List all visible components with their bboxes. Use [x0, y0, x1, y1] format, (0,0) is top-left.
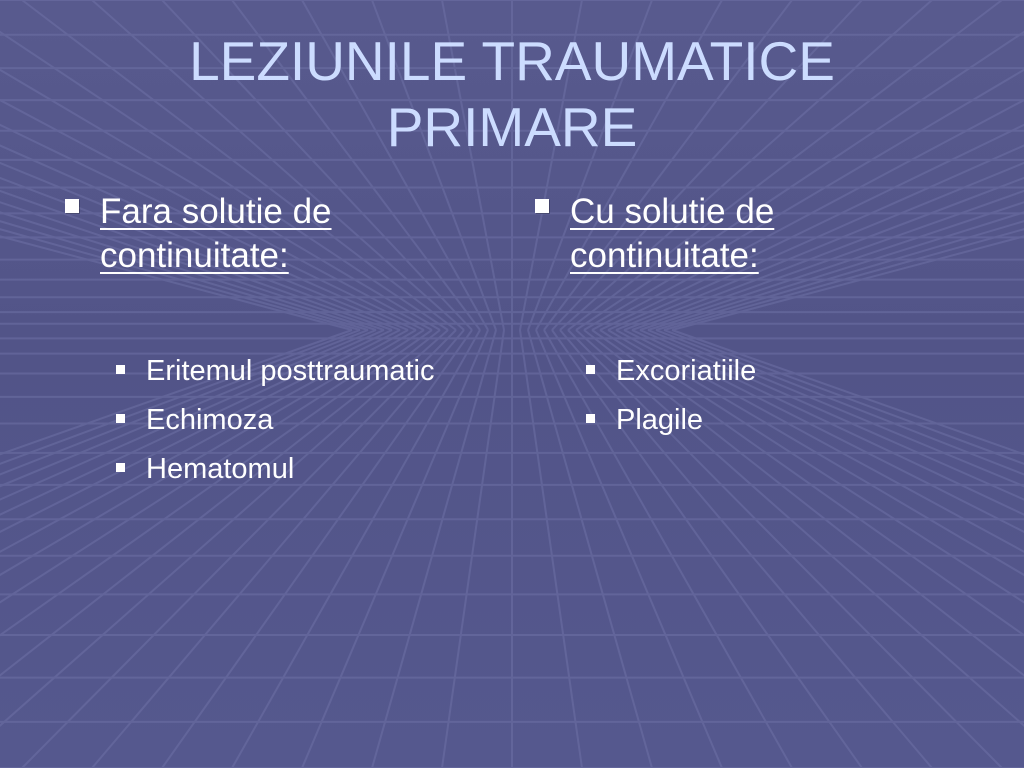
list-item [114, 445, 435, 494]
left-sub-list [114, 347, 435, 494]
left-column [62, 190, 502, 485]
right-heading-line-1: Cu solutie de [570, 192, 775, 231]
square-bullet-icon [586, 365, 595, 374]
right-heading [532, 190, 972, 278]
slide-title [0, 28, 1024, 160]
list-item-label: Plagile [616, 404, 704, 436]
square-bullet-icon [116, 365, 125, 374]
square-bullet-icon [65, 199, 79, 213]
list-item [114, 347, 435, 396]
square-bullet-icon [535, 199, 549, 213]
list-item-label: Echimoza [146, 404, 274, 436]
left-heading [62, 190, 502, 278]
list-item [584, 396, 756, 445]
square-bullet-icon [116, 414, 125, 423]
list-item-label: Hematomul [146, 453, 295, 485]
slide-title-line-1: LEZIUNILE TRAUMATICE [189, 30, 835, 92]
slide-title-line-2: PRIMARE [386, 96, 638, 158]
right-column [532, 190, 972, 436]
square-bullet-icon [586, 414, 595, 423]
right-heading-line-2: continuitate: [570, 236, 759, 275]
list-item [584, 347, 756, 396]
left-heading-line-2: continuitate: [100, 236, 289, 275]
square-bullet-icon [116, 463, 125, 472]
left-heading-line-1: Fara solutie de [100, 192, 332, 231]
right-sub-list [584, 347, 756, 445]
list-item-label: Eritemul posttraumatic [146, 355, 435, 387]
list-item-label: Excoriatiile [616, 355, 757, 387]
list-item [114, 396, 435, 445]
